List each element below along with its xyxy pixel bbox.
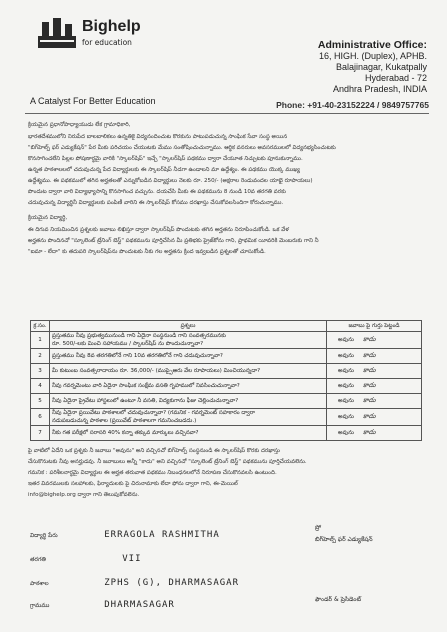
tagline: A Catalyst For Better Education [30, 96, 156, 106]
table-row: 1 ప్రస్తుతము నీవు ప్రభుత్వమునుండి గాని ఏదైనా సంస్థనుండి గాని సంవత్సరమునకు రూ. 500/-లకు మించి సహాయము / స్కాలర్‌షిప్ ను పొందుచున్నావా? అవును కాదు [31, 332, 422, 349]
salutation-principal: క్రియమైన ప్రధానోపాధ్యాయుడు లేక గ్రామాధికారి, [28, 122, 131, 128]
class-field: తరగతి VII [30, 554, 142, 564]
intro-paragraph: భారతదేశములోని నిరుపేద బాలబాలికలు ఉన్నతికై విద్యనందించుట కొరకును పాటుపడుచున్న సాంఘిక సేవా సంస్థ అయిన "బిగ్‌హెల్ప్ ఫర్ ఎడ్యుకేషన్" పేర మీకు పరిచయం చేయుటకు మేము సంతోషించుచున్నాము. ఆర్థిక వనరులు అవసరములలో విద్యనభ్యసించుటకు కొనసాగించలేని పిల్లల పోషణార్థమై వారికి "స్కాలర్‌షిప్" ఇచ్చే "స్కాలర్‌షిప్ పథకము ద్వారా చేయూత నిచ్చుటకు పూనుకున్నాము. ఉన్నత పాఠశాలలలో చదువుచున్న పేద విద్యార్థులకు ఈ స్కాలర్‌షిప్ నీడగా ఉండాలని మా ఉద్దేశ్యం. ఈ పథకము యొక్క ముఖ్య ఉద్దేశ్యము. ఈ పథకములో తగిన అర్హతలతో ఎన్నుకోబడిన విద్యార్థులు నెలకు రూ. 250/- (అక్షరాల రెండువందల యాభై రూపాయలు) పొందుట ద్వారా వారి విద్యాభ్యాసాన్ని కొనసాగించ వచ్చును. దయచేసి మీకు ఈ పథకమును 8 నుండి 10వ తరగతి వరకు చదువుచున్న విద్యార్థినీ విద్యార్థులకు పంపిణీ వారిని ఈ స్కాలర్‌షిప్ కోసము దరఖాస్తు చేసుకోవలసిందిగా కోరుచున్నాము. [28, 134, 336, 206]
table-row: 2 ప్రస్తుతము నీవు 8వ తరగతిలోనే గాని 10వ తరగతిలోనే గాని చదువుచున్నావా? అవును కాదు [31, 349, 422, 364]
table-row: 3 మీ కుటుంబ సంవత్సరాదాయం రూ. 36,000/- (ముప్పైఆరు వేల రూపాయలు) మించియున్నదా? అవును కాదు [31, 364, 422, 379]
table-row: 4 నీవు గవర్నమెంటు వారి ఏదైనా సాంఘిక సంక్షేమ వసతి గృహములో నివసించుచున్నావా? అవును కాదు [31, 379, 422, 394]
table-row: 7 నీకు గత పరీక్షలో సరాసరి 40% కన్నా తక్కువ మార్కులు వచ్చినవా? అవును కాదు [31, 426, 422, 441]
answer-mark: కాదు [363, 351, 376, 359]
office-address [237, 40, 427, 95]
signature: ప్రో [315, 524, 322, 531]
office-title: Administrative Office: [317, 39, 427, 51]
student-name-field: విద్యార్థి పేరు ERRAGOLA RASHMITHA ప్రో బిగ్‌హెల్ప్ ఫర్ ఎడ్యుకేషన్ [30, 524, 373, 543]
col-header-answer: జవాబు పై గుర్తు పెట్టండి [327, 321, 422, 332]
table-row: 5 నీవు ఏదైనా ప్రైవేటు హాస్టలులో ఉంటూ నీ వసతి, విద్యకుగాను ఫీజు చెల్లించుచున్నావా? అవును కాదు [31, 394, 422, 409]
founder-title: ఫౌండర్ & ప్రెసిడెంట్ [315, 596, 362, 603]
org-name: బిగ్‌హెల్ప్ ఫర్ ఎడ్యుకేషన్ [315, 536, 373, 543]
address-line: 16, HIGH. (Duplex), APHB. [318, 51, 427, 61]
answer-mark: కాదు [363, 381, 376, 389]
answer-mark: కాదు [363, 396, 376, 404]
class-value: VII [122, 554, 142, 564]
school-field: పాఠశాల ZPHS (G), DHARMASAGAR [30, 578, 240, 588]
eligibility-table [30, 320, 422, 441]
answer-mark: కాదు [363, 412, 376, 420]
salutation-student: క్రియమైన విద్యార్థి, [28, 215, 68, 221]
address-line: Balajinagar, Kukatpally [335, 62, 427, 72]
logo-name: Bighelp [82, 18, 141, 35]
village-field: గ్రామము DHARMASAGAR ఫౌండర్ & ప్రెసిడెంట్ [30, 596, 362, 610]
table-row: 6 నీవు ఏదైనా ప్రయివేటు పాఠశాలలో చదువుచున్నావా? (గమనిక - గవర్నమెంట్ సహకారం ద్వారా నడుపబడుచున్న పాఠశాల (ప్రయివేట్ పాఠశాలగా గమనించబడదు.) అవును కాదు [31, 409, 422, 426]
logo-subtitle: for education [82, 38, 132, 47]
answer-mark: కాదు [363, 428, 376, 436]
phone-number: Phone: +91-40-23152224 / 9849757765 [276, 100, 429, 110]
closing-paragraph: పై వాటిలో ఏదేని ఒక ప్రశ్నకు నీ జవాబు "అవును" అని వచ్చినచో బిగ్‌హెల్ప్ సంస్థనుండి ఈ స్కాలర్‌షిప్ కొరకు దరఖాస్తు చేసుకొనుటకు నీవు అనర్హుడవు. నీ జవాబులు అన్నీ "కాదు" అని వచ్చినచో "స్కూలెంట్ ట్రేనింగ్ బెస్ట్" పథకమును పూర్తిచేయవలెను. గమనిక : పరిశీలనార్థమై విద్యార్థుల ఈ అర్హత తరువాత పథకము నిబంధనలలోనే నిరూపణ చేసుకొనవలసి ఉంటుంది. ఇతర వివరములకు సలహాలకు, ఫిర్యాదులకు పై చిరునామాకు లేదా ఫోను ద్వారా గాని, ఈ-మెయిల్ info@bighelp.org ద్వారా గాని తెలుపుకోవలెను. [28, 448, 307, 498]
logo-icon [36, 16, 78, 50]
school-value: ZPHS (G), DHARMASAGAR [104, 578, 240, 588]
header-divider [25, 113, 429, 114]
address-line: Andhra Pradesh, INDIA [332, 84, 427, 94]
answer-mark: కాదు [363, 335, 376, 343]
col-header-no: క్ర.సం. [31, 321, 50, 332]
address-line: Hyderabad - 72 [364, 73, 427, 83]
instruction-paragraph: ఈ దిగువ నియమించిన ప్రశ్నలకు జవాబు లిఖిస్తూ ద్వారా స్కాలర్‌షిప్ పొందుటకు తగిన అర్హతను నిరూపించుకోండి. ఒక వేళ అర్హతను పొందినచో "స్కూలెంట్ ట్రేనింగ్ బెస్ట్" పథకమును పూర్తిచేసిన మీ ప్రతిభకు ప్రైజ్‌కోను గాని, ప్రాథమిక యీవరికి మెంబరుకు గాని నీ "ఐమా - లేదా" కు తదుపరి స్కాలర్‌షిప్‌ను పొందుటకు నీకు గల అర్హతను క్రింద ఇవ్వబడిన ప్రశ్నలతో చూసుకోండి. [28, 227, 319, 255]
answer-mark: కాదు [363, 366, 376, 374]
logo [30, 10, 170, 80]
table-header-row [31, 321, 422, 332]
village-value: DHARMASAGAR [104, 600, 175, 610]
col-header-question: ప్రశ్నలు [50, 321, 327, 332]
student-name-value: ERRAGOLA RASHMITHA [104, 530, 220, 540]
